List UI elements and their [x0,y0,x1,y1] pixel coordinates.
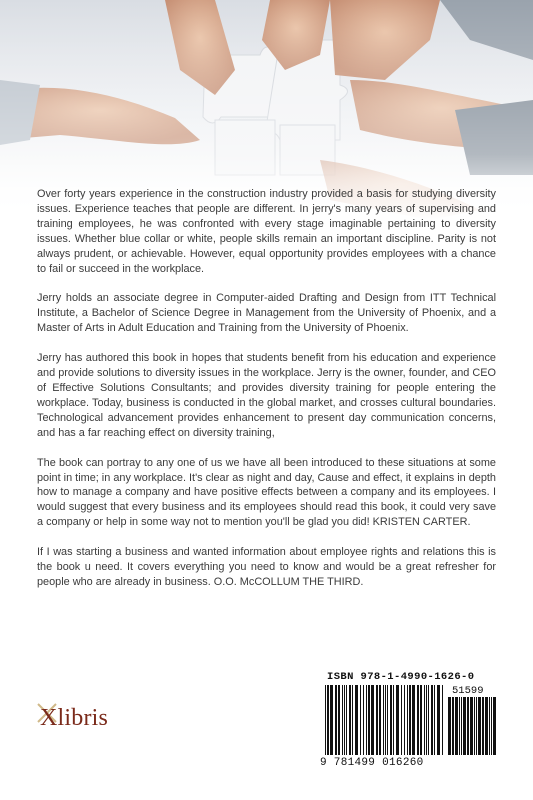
barcode-bar [325,685,326,755]
barcode-bar [344,685,345,755]
barcode-bar [352,685,353,755]
barcode-bar [327,685,329,755]
isbn-label: ISBN 978-1-4990-1626-0 [327,671,475,683]
barcode-bar [491,697,492,755]
barcode-bar [442,685,443,755]
barcode-bar [379,685,381,755]
barcode-bar [390,685,392,755]
paragraph-author-experience: Over forty years experience in the construction industry provided a basis for studying diversity issues. Experience teaches that people are different. In jerry's many years of supervising and training employees, he was confronted with every stage imaginable pertaining to diversity issues. Whether blue collar or white, people skills remain an important discipline. Parity is not always prudent, or achievable. However, equal opportunity provides employees with a chance to fail or succeed in the workplace. [37,188,496,275]
barcode-bar [467,697,469,755]
barcode-bar [476,697,477,755]
barcode-bar [455,697,458,755]
barcode-bar [448,697,451,755]
barcode-number: 9 781499 016260 [320,757,424,769]
barcode-bar [404,685,405,755]
barcode-bar [366,685,367,755]
barcode-bar [335,685,337,755]
barcode-bar [385,685,386,755]
barcode-bar [387,685,388,755]
barcode-bar [363,685,364,755]
barcode-bar [461,697,462,755]
barcode-bar [434,685,435,755]
barcode-bar [338,685,340,755]
barcode-bar [489,697,490,755]
barcode-bar [452,697,454,755]
barcode-bar [342,685,343,755]
barcode-bar [355,685,358,755]
barcode-bar [463,697,466,755]
barcode-bar [368,685,370,755]
paragraph-review-mccollum: If I was starting a business and wanted information about employee rights and relations this is the book u need. It covers everything you need to know and would be a great refresher for people who are already in business. O.O. McCOLLUM THE THIRD. [37,546,496,588]
barcode-bar [428,685,429,755]
barcode-bar [470,697,473,755]
paragraph-author-purpose: Jerry has authored this book in hopes that students benefit from his education and experience and provide solutions to diversity issues in the workplace. Jerry is the owner, founder, and CEO of Effective Solutions Consultants; and provides diversity training for people entering the workplace. Today, business is conducted in the global market, and crosses cultural boundaries. Technological advancement provides enhancement to present day communication concerns, and has a far reaching effect on diversity training, [37,352,496,439]
barcode-bar [383,685,384,755]
barcode-addon-number: 51599 [452,685,484,697]
barcode-bar [330,685,333,755]
barcode-bar [412,685,415,755]
barcode-bar [360,685,361,755]
barcode-bar [474,697,475,755]
barcode-bar [482,697,484,755]
barcode-bar [424,685,425,755]
barcode-bar [371,685,374,755]
barcode-bar [407,685,408,755]
barcode-bar [426,685,427,755]
addon-barcode [448,697,498,757]
barcode-bar [393,685,394,755]
barcode-bar [459,697,460,755]
paragraph-review-kristen-carter: The book can portray to any one of us we have all been introduced to these situations at some point in time; in any workplace. It's clear as night and day, Cause and effect, it explains in depth how to manage a company and have positive effects between a company and its employees. I would suggest that every business and its employees should read this book, it could very save a company or help in some way not to mention you'll be glad you did! KRISTEN CARTER. [37,456,496,529]
barcode-bar [437,685,440,755]
barcode-bar [420,685,422,755]
barcode-bar [346,685,347,755]
barcode-bar [478,697,481,755]
barcode-bar [409,685,411,755]
back-cover-text [37,187,496,605]
barcode-bar [417,685,419,755]
publisher-logo: Xlibris [40,705,109,731]
barcode-bar [493,697,496,755]
barcode-bar [349,685,351,755]
isbn-barcode [325,685,445,757]
barcode-bar [396,685,399,755]
barcode-bar [401,685,402,755]
paragraph-author-education: Jerry holds an associate degree in Computer-aided Drafting and Design from ITT Technical Institute, a Bachelor of Science Degree in Management from the University of Phoenix, and a Master of Arts in Adult Education and Training from the University of Phoenix. [37,292,496,335]
barcode-bar [485,697,488,755]
barcode-bar [431,685,433,755]
barcode-bar [376,685,378,755]
